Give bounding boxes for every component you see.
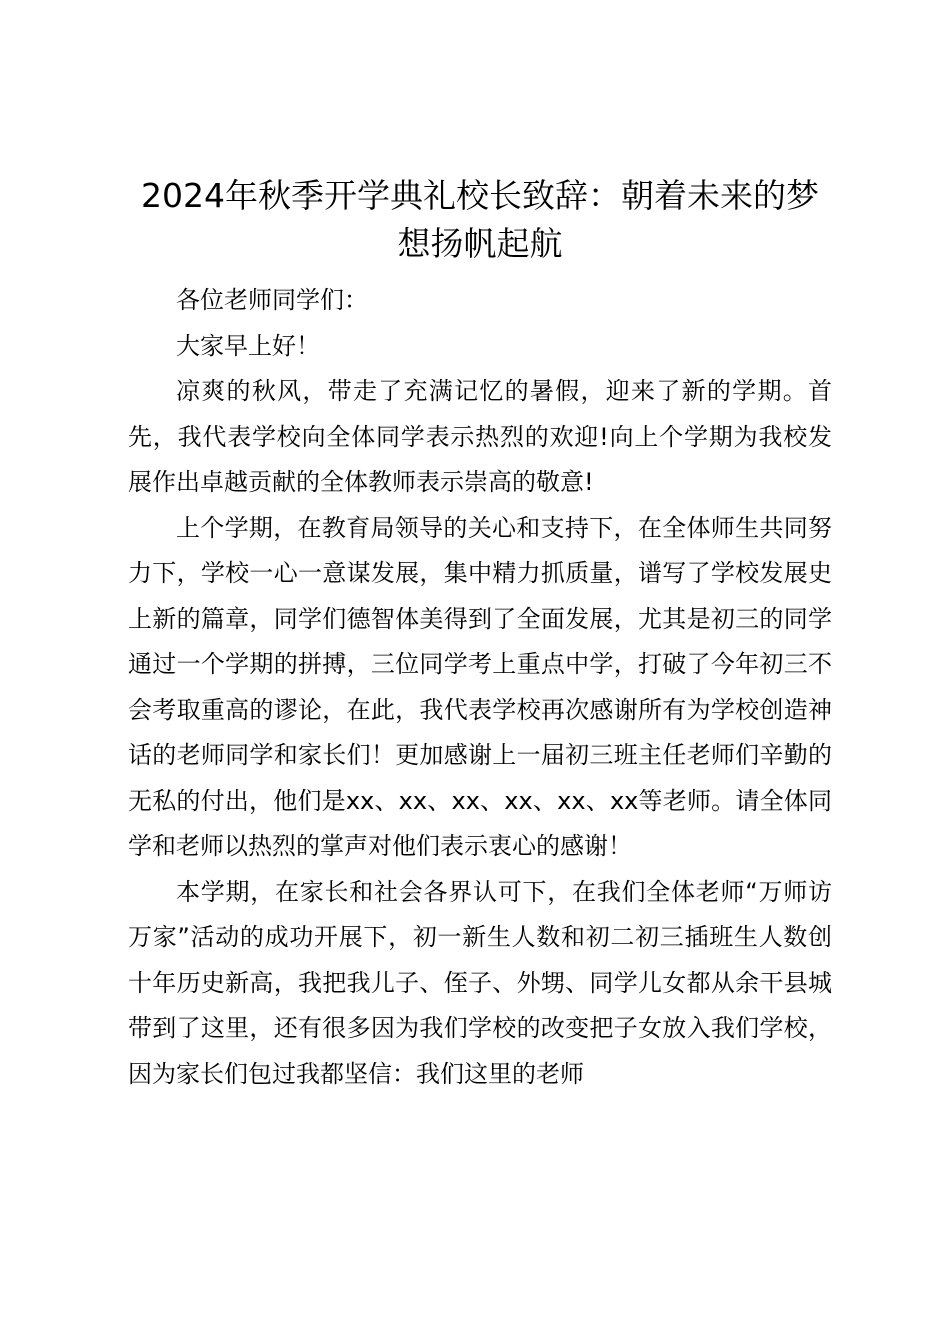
paragraph: 本学期，在家长和社会各界认可下，在我们全体老师“万师访万家”活动的成功开展下，初一新生人数和初二初三插班生人数创十年历史新高，我把我儿子、侄子、外甥、同学儿女都从余干县城带到了这里，还有很多因为我们学校的改变把子女放入我们学校，因为家长们包过我都坚信：我们这里的老师 bbox=[128, 877, 832, 1088]
document-title: 2024年秋季开学典礼校长致辞：朝着未来的梦想扬帆起航 bbox=[141, 176, 819, 263]
greeting: 大家早上好！ bbox=[176, 331, 320, 360]
document-body bbox=[128, 278, 832, 1097]
salutation: 各位老师同学们： bbox=[176, 286, 368, 314]
paragraph: 凉爽的秋风，带走了充满记忆的暑假，迎来了新的学期。首先，我代表学校向全体同学表示热烈的欢迎!向上个学期为我校发展作出卓越贡献的全体教师表示崇高的敬意! bbox=[128, 377, 832, 496]
paragraph: 上个学期，在教育局领导的关心和支持下，在全体师生共同努力下，学校一心一意谋发展，集中精力抓质量，谱写了学校发展史上新的篇章，同学们德智体美得到了全面发展，尤其是初三的同学通过一个学期的拼搏，三位同学考上重点中学，打破了今年初三不会考取重高的谬论，在此，我代表学校再次感谢所有为学校创造神话的老师同学和家长们！更加感谢上一届初三班主任老师们辛勤的无私的付出，他们是xx、xx、xx、xx、xx、xx等老师。请全体同学和老师以热烈的掌声对他们表示衷心的感谢！ bbox=[128, 513, 832, 860]
